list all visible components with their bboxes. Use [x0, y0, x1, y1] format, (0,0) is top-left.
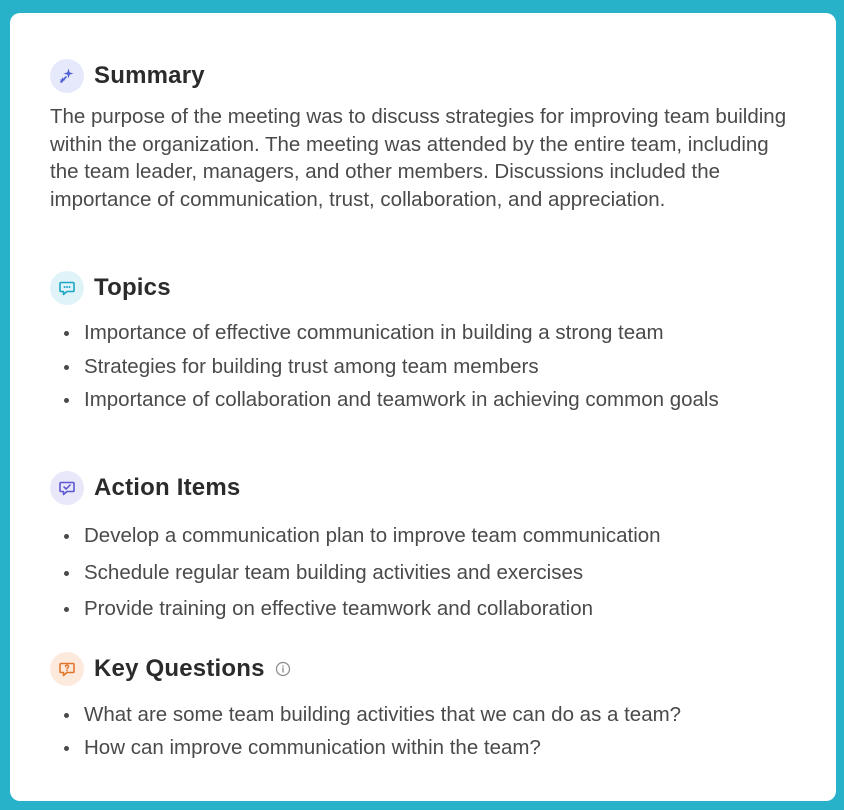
topics-title: Topics: [94, 274, 171, 301]
sparkle-icon: [50, 59, 84, 93]
action-items-header: [50, 470, 240, 506]
action-items-list: [50, 522, 790, 632]
chat-bubble-icon: [50, 271, 84, 305]
action-items-title: Action Items: [94, 474, 241, 501]
list-item: What are some team building activities that we can do as a team?: [50, 701, 790, 729]
checkmark-message-icon: [50, 471, 84, 505]
topics-header: [50, 270, 171, 306]
list-item: Schedule regular team building activities and exercises: [50, 559, 790, 587]
list-item: Strategies for building trust among team members: [50, 353, 790, 381]
topics-list: [50, 319, 790, 420]
summary-title: Summary: [94, 62, 205, 89]
list-item: Develop a communication plan to improve team communication: [50, 522, 790, 550]
summary-header: [50, 58, 205, 94]
list-item: Provide training on effective teamwork and collaboration: [50, 595, 790, 623]
key-questions-header: [50, 651, 291, 687]
key-questions-list: [50, 701, 790, 766]
meeting-notes-card: [10, 13, 836, 801]
list-item: How can improve communication within the team?: [50, 734, 790, 762]
info-icon[interactable]: [275, 661, 291, 677]
question-message-icon: [50, 652, 84, 686]
list-item: Importance of collaboration and teamwork in achieving common goals: [50, 386, 790, 414]
summary-text: The purpose of the meeting was to discuss strategies for improving team building within the organization. The meeting was attended by the entire team, including the team leader, managers, and other members. Discussions included the importance of communication, trust, collaboration, and appreciation.: [50, 105, 787, 211]
key-questions-title: Key Questions: [94, 655, 265, 682]
list-item: Importance of effective communication in building a strong team: [50, 319, 790, 347]
